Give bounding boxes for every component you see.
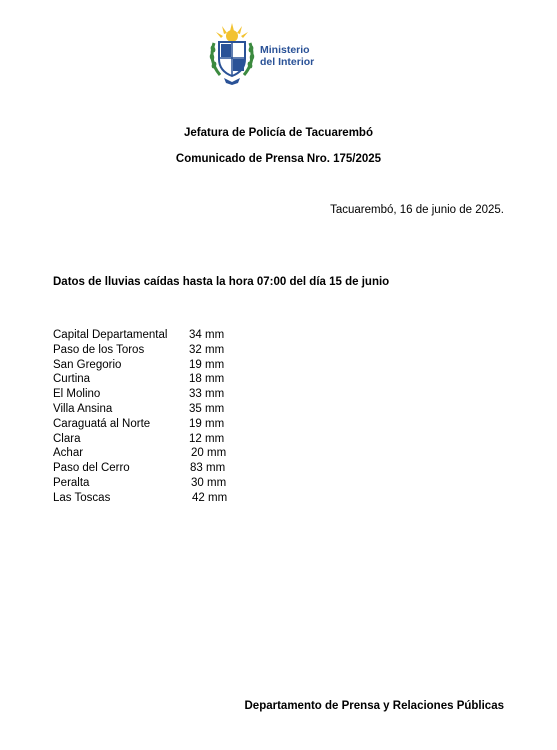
place-name: Peralta	[53, 476, 90, 489]
document-title: Jefatura de Policía de Tacuarembó	[184, 127, 373, 139]
place-name: Capital Departamental	[53, 329, 168, 341]
section-subtitle: Datos de lluvias caídas hasta la hora 07:00 del día 15 de junio	[53, 276, 390, 288]
logo-line-1: Ministerio	[260, 44, 310, 56]
place-name: Achar	[53, 447, 84, 460]
rain-amount: 19 mm	[189, 417, 225, 430]
place-name: Curtina	[53, 373, 91, 386]
place-name: Las Toscas	[53, 491, 111, 504]
place-name: Villa Ansina	[53, 402, 113, 415]
place-name: Paso de los Toros	[53, 343, 145, 356]
rain-amount: 18 mm	[189, 373, 225, 386]
document-date: Tacuarembó, 16 de junio de 2025.	[330, 204, 504, 216]
place-name: Clara	[53, 432, 81, 445]
rain-amount: 34 mm	[189, 329, 225, 341]
rain-amount: 42 mm	[192, 491, 228, 504]
rain-amount: 83 mm	[190, 462, 226, 475]
place-name: Paso del Cerro	[53, 462, 130, 475]
press-release-number: Comunicado de Prensa Nro. 175/2025	[175, 153, 382, 165]
rain-amount: 12 mm	[189, 432, 225, 445]
rain-amount: 19 mm	[189, 358, 225, 371]
coat-of-arms-icon	[206, 23, 258, 85]
rain-amount: 32 mm	[189, 343, 225, 356]
place-name: Caraguatá al Norte	[53, 417, 151, 430]
footer-department: Departamento de Prensa y Relaciones Públicas	[244, 700, 504, 712]
rain-amount: 30 mm	[191, 476, 227, 489]
ministry-name	[260, 44, 314, 68]
rain-amount: 33 mm	[189, 388, 225, 401]
rain-amount: 35 mm	[189, 402, 225, 415]
logo-line-2: del Interior	[260, 56, 315, 68]
rain-amount: 20 mm	[191, 447, 227, 460]
ministry-logo	[206, 23, 326, 85]
place-name: San Gregorio	[53, 358, 122, 371]
place-name: El Molino	[53, 388, 101, 401]
